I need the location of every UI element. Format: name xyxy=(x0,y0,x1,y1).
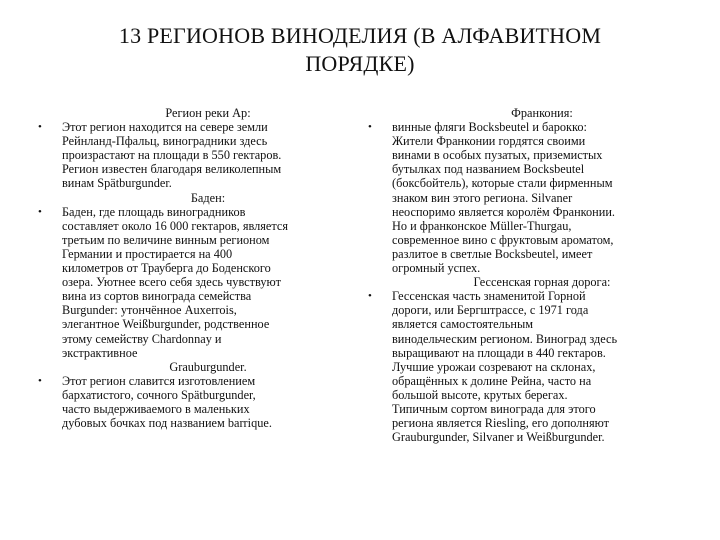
text-line: произрастают на площади в 550 гектаров. xyxy=(62,148,282,163)
text-line: является самостоятельным xyxy=(392,317,534,332)
text-line: Этот регион находится на севере земли xyxy=(62,120,268,135)
bullet-icon: • xyxy=(38,205,42,218)
text-line: дороги, или Бергштрассе, с 1971 года xyxy=(392,303,589,318)
text-line: часто выдерживаемого в маленьких xyxy=(62,401,250,416)
text-line: винодельческим регионом. Виноград здесь xyxy=(392,331,618,346)
text-line: выращивают на площади в 440 гектаров. xyxy=(392,345,606,360)
text-line: разлитое в светлые Bocksbeutel, имеет xyxy=(392,246,593,261)
text-line: Burgunder: утончённое Auxerrois, xyxy=(62,303,237,318)
text-line: третьим по величине винным регионом xyxy=(62,232,270,247)
text-line: Grauburgunder, Silvaner и Weißburgunder. xyxy=(392,430,605,445)
bullet-item-hessische-bergstrasse xyxy=(368,289,692,445)
text-line: большой высоте, крутых берегах. xyxy=(392,387,568,402)
text-line: винами в особых пузатых, приземистых xyxy=(392,148,603,163)
region-heading-ahr: Регион реки Ар: xyxy=(165,106,251,120)
text-line: региона является Riesling, его дополняют xyxy=(392,416,610,431)
text-line: Германии и простирается на 400 xyxy=(62,246,233,261)
text-line: Гессенская часть знаменитой Горной xyxy=(392,289,586,304)
left-column xyxy=(38,106,354,431)
text-line: Жители Франконии гордятся своими xyxy=(392,134,586,149)
bullet-item-baden xyxy=(38,204,354,360)
text-line: километров от Трауберга до Боденского xyxy=(62,261,271,276)
region-heading-baden: Баден: xyxy=(190,190,226,205)
text-line: Типичным сортом винограда для этого xyxy=(392,401,596,416)
bullet-item-franconia xyxy=(368,120,692,276)
right-column xyxy=(368,106,692,445)
text-line: Регион известен благодаря великолепным xyxy=(62,162,282,177)
text-line: Рейнланд-Пфальц, виноградники здесь xyxy=(62,134,268,149)
bullet-icon: • xyxy=(368,121,372,134)
text-line: озера. Уютнее всего себя здесь чувствуют xyxy=(62,275,281,290)
bullet-item-spatburgunder xyxy=(38,373,354,431)
text-line: дубовых бочках под названием barrique. xyxy=(62,416,272,431)
text-line: бархатистого, сочного Spätburgunder, xyxy=(62,387,256,402)
text-line: обращённых к долине Рейна, часто на xyxy=(392,373,592,388)
text-line: элегантное Weißburgunder, родственное xyxy=(62,317,270,332)
region-heading-hessische-bergstrasse: Гессенская горная дорога: xyxy=(473,275,611,290)
text-line: Лучшие урожаи созревают на склонах, xyxy=(392,359,596,374)
title-line-1: 13 РЕГИОНОВ ВИНОДЕЛИЯ (В АЛФАВИТНОМ xyxy=(118,23,602,48)
text-line: (боксбойтель), которые стали фирменным xyxy=(392,176,613,191)
text-line: вина из сортов винограда семейства xyxy=(62,289,252,304)
bullet-icon: • xyxy=(38,374,42,387)
text-line: составляет около 16 000 гектаров, является xyxy=(62,218,289,233)
bullet-item-ahr xyxy=(38,120,354,191)
region-heading-franconia: Франкония: xyxy=(511,106,573,120)
text-line: огромный успех. xyxy=(392,261,481,276)
text-line: Этот регион славится изготовлением xyxy=(62,373,256,388)
text-line: знаком вин этого региона. Silvaner xyxy=(392,190,573,205)
text-line: этому семейству Chardonnay и xyxy=(62,331,222,346)
grape-grauburgunder: Grauburgunder. xyxy=(169,359,247,374)
text-line: Баден, где площадь виноградников xyxy=(62,204,246,219)
text-line: неоспоримо является королём Франконии. xyxy=(392,204,615,219)
text-line: экстрактивное xyxy=(62,345,138,360)
title-line-2: ПОРЯДКЕ) xyxy=(305,51,415,76)
text-line: винные фляги Bocksbeutel и барокко: xyxy=(392,120,587,135)
bullet-icon: • xyxy=(38,121,42,134)
bullet-icon: • xyxy=(368,290,372,303)
text-line: Но и франконское Müller-Thurgau, xyxy=(392,218,572,233)
text-line: винам Spätburgunder. xyxy=(62,176,172,191)
text-line: современное вино с фруктовым ароматом, xyxy=(392,232,614,247)
slide-title xyxy=(40,22,680,78)
text-line: бутылках под названием Bocksbeutel xyxy=(392,162,585,177)
